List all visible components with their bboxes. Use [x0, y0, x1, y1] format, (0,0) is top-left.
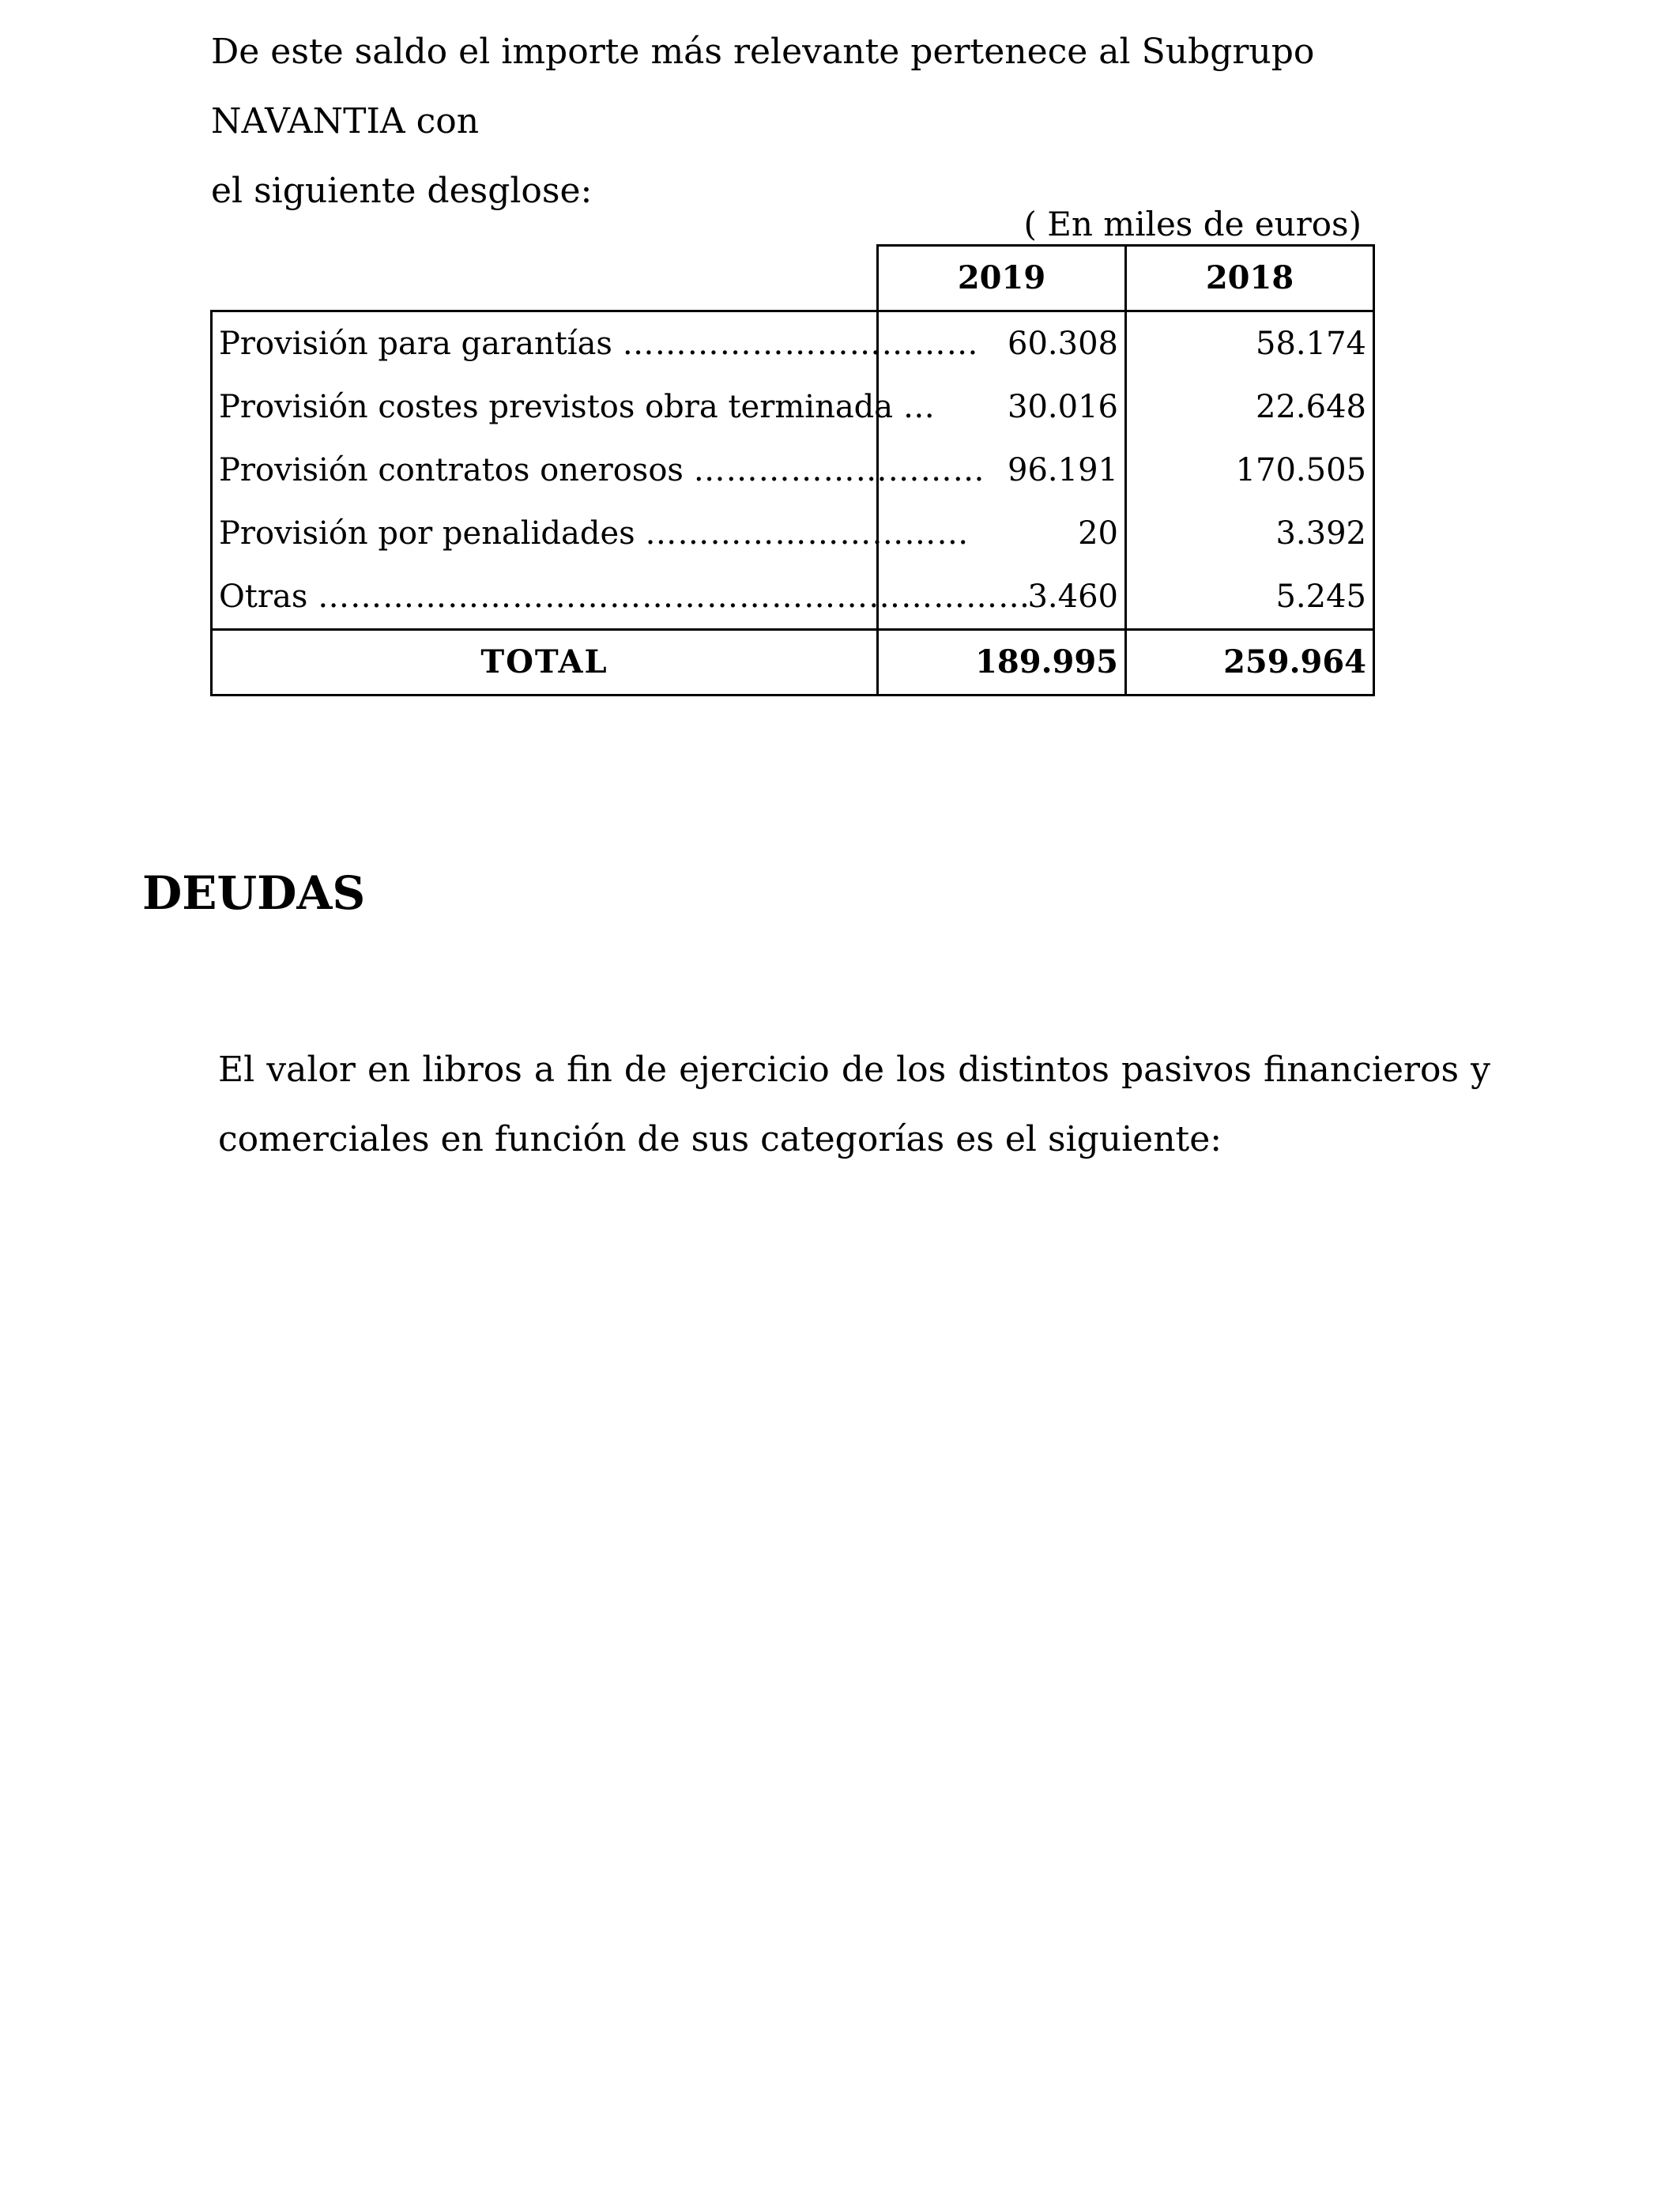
- total-2018: 259.964: [1126, 630, 1374, 696]
- row-label-text: Otras: [219, 579, 308, 615]
- total-label: TOTAL: [212, 630, 878, 696]
- provisions-table: [210, 244, 1375, 696]
- leader-dots: …………………………………………………………: [318, 579, 1031, 615]
- intro-paragraph: [211, 17, 1491, 226]
- row-label-text: Provisión para garantías: [219, 326, 612, 362]
- table-row: [212, 565, 1374, 630]
- value-2018: 3.392: [1126, 502, 1374, 565]
- leader-dots: ……………………………: [622, 326, 979, 362]
- column-header-2018: 2018: [1126, 246, 1374, 311]
- leader-dots: …: [902, 389, 936, 425]
- row-label: [212, 375, 936, 439]
- intro-line-2: el siguiente desglose:: [211, 171, 593, 211]
- value-2019: 96.191: [878, 439, 1126, 502]
- value-2018: 5.245: [1126, 565, 1374, 630]
- row-label: [212, 502, 970, 565]
- table-row: [212, 439, 1374, 502]
- row-label-text: Provisión por penalidades: [219, 515, 635, 552]
- column-header-2019: 2019: [878, 246, 1126, 311]
- value-2019: 20: [878, 502, 1126, 565]
- table-row: [212, 311, 1374, 376]
- header-blank-cell: [212, 246, 878, 311]
- row-label-text: Provisión contratos onerosos: [219, 452, 684, 488]
- value-2018: 170.505: [1126, 439, 1374, 502]
- units-caption: ( En miles de euros): [1023, 205, 1362, 243]
- intro-line-1: De este saldo el importe más relevante pertenece al Subgrupo NAVANTIA con: [211, 32, 1315, 141]
- body-paragraph: El valor en libros a fin de ejercicio de los distintos pasivos financieros y comerciales en función de sus categorías es el siguiente:: [218, 1050, 1490, 1159]
- leader-dots: ………………………: [693, 452, 985, 488]
- value-2018: 58.174: [1126, 311, 1374, 376]
- total-2019: 189.995: [878, 630, 1126, 696]
- table-row: [212, 375, 1374, 439]
- value-2019: 30.016: [878, 375, 1126, 439]
- table-total-row: [212, 630, 1374, 696]
- row-label: [212, 439, 985, 502]
- row-label-text: Provisión costes previstos obra terminada: [219, 389, 894, 425]
- leader-dots: …………………………: [645, 515, 970, 552]
- value-2018: 22.648: [1126, 375, 1374, 439]
- table-row: [212, 502, 1374, 565]
- value-2019: 3.460: [878, 565, 1126, 630]
- section-title: DEUDAS: [142, 866, 366, 920]
- table-header-row: [212, 246, 1374, 311]
- row-label: [212, 565, 1031, 630]
- value-2019: 60.308: [878, 311, 1126, 376]
- row-label: [212, 311, 979, 376]
